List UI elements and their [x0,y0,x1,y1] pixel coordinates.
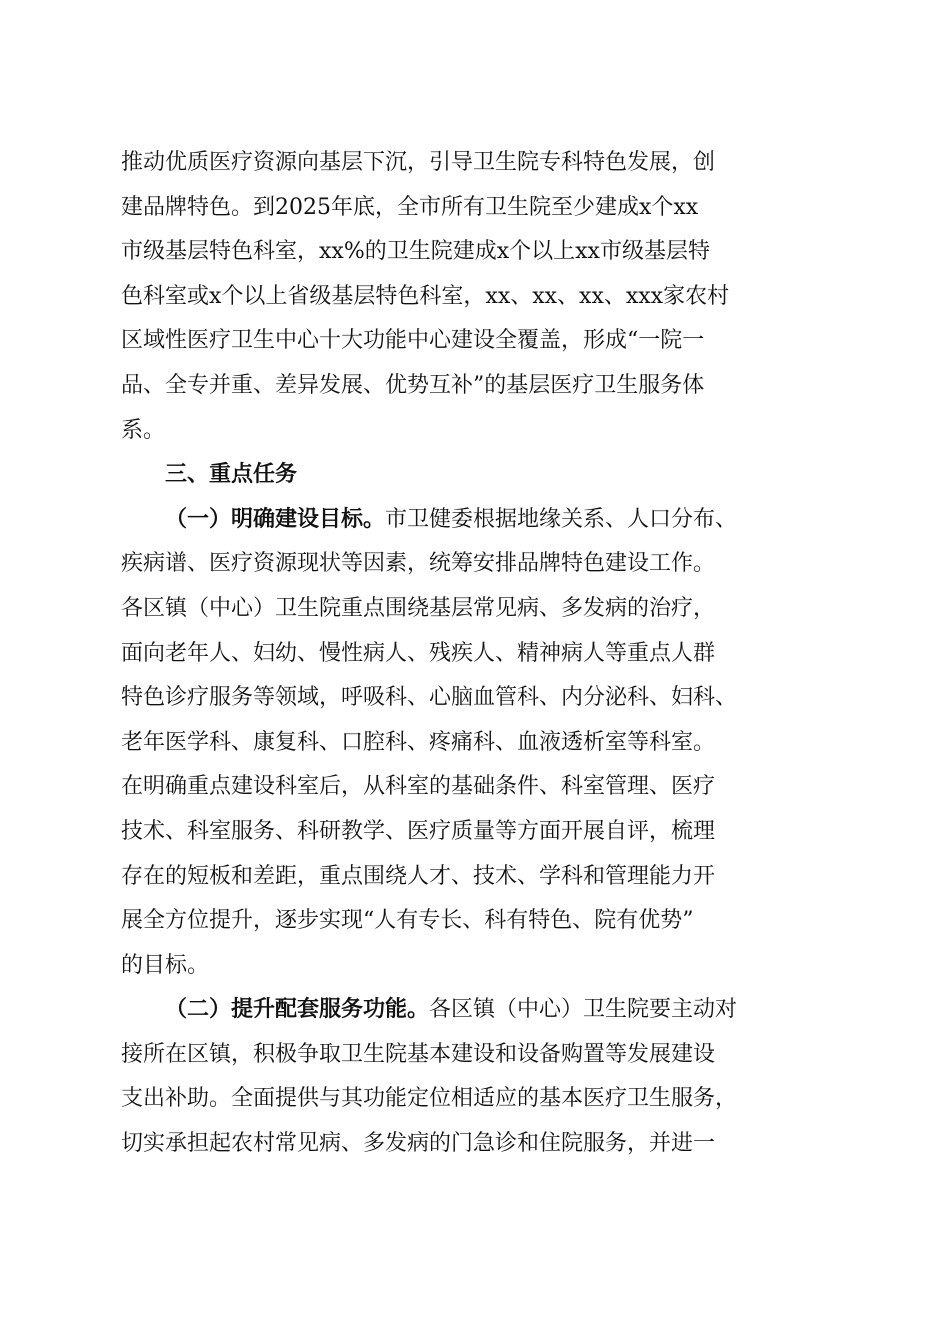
paragraph-line: 疾病谱、医疗资源现状等因素，统筹安排品牌特色建设工作。 [121,551,716,577]
section-heading: 三、重点任务 [165,462,298,488]
task1-first-line-text: 市卫健委根据地缘关系、人口分布、 [385,506,738,532]
paragraph-line: 市级基层特色科室，xx%的卫生院建成x个以上xx市级基层特 [121,239,710,265]
paragraph-line: 各区镇（中心）卫生院重点围绕基层常见病、多发病的治疗， [121,595,716,621]
document-body [121,141,831,1167]
paragraph-line: 色科室或x个以上省级基层特色科室，xx、xx、xx、xxx家农村 [121,283,730,309]
paragraph-line: 的目标。 [121,952,210,978]
paragraph-line: 在明确重点建设科室后，从科室的基础条件、科室管理、医疗 [121,774,716,800]
paragraph-line: 技术、科室服务、科研教学、医疗质量等方面开展自评，梳理 [121,818,716,844]
paragraph-line: 支出补助。全面提供与其功能定位相适应的基本医疗卫生服务， [121,1086,738,1112]
paragraph-line: 展全方位提升，逐步实现“人有专长、科有特色、院有优势” [121,908,694,934]
paragraph-line: 接所在区镇，积极争取卫生院基本建设和设备购置等发展建设 [121,1041,716,1067]
paragraph-line: 切实承担起农村常见病、多发病的门急诊和住院服务，并进一 [121,1131,716,1157]
paragraph-line: 品、全专并重、差异发展、优势互补”的基层医疗卫生服务体 [121,372,705,398]
task2-first-line [121,988,831,1033]
task1-title: （一）明确建设目标。 [165,506,386,532]
paragraph-line: 推动优质医疗资源向基层下沉，引导卫生院专科特色发展，创 [121,150,716,175]
paragraph-line: 区域性医疗卫生中心十大功能中心建设全覆盖，形成“一院一 [121,328,705,354]
paragraph-line: 老年医学科、康复科、口腔科、疼痛科、血液透析室等科室。 [121,729,716,755]
paragraph-line: 面向老年人、妇幼、慢性病人、残疾人、精神病人等重点人群 [121,640,716,666]
task1-first-line [121,498,831,543]
task2-title: （二）提升配套服务功能。 [165,997,430,1023]
paragraph-line: 系。 [121,417,166,443]
paragraph-line: 存在的短板和差距，重点围绕人才、技术、学科和管理能力开 [121,863,716,889]
paragraph-line: 特色诊疗服务等领域，呼吸科、心脑血管科、内分泌科、妇科、 [121,685,738,711]
paragraph-line: 建品牌特色。到2025年底，全市所有卫生院至少建成x个xx [121,194,699,220]
task2-first-line-text: 各区镇（中心）卫生院要主动对 [429,997,738,1023]
